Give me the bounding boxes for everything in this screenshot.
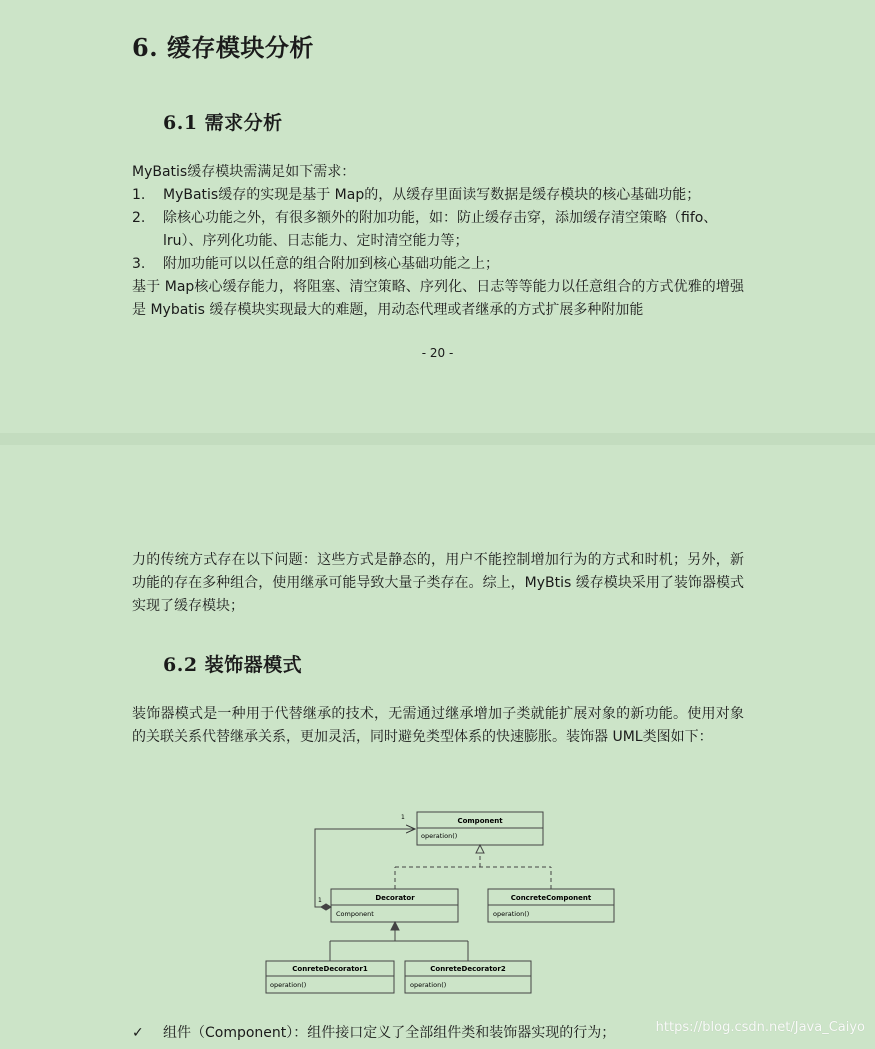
paragraph-problem-part1: 基于 Map核心缓存能力，将阻塞、清空策略、序列化、日志等等能力以任意组合的方式优雅的增强是 Mybatis 缓存模块实现最大的难题，用动态代理或者继承的方式扩展多种附加能 [132,279,744,318]
uml-class-name: Decorator [375,894,415,902]
requirements-intro: MyBatis缓存模块需满足如下需求： [132,164,356,180]
bullet-text: 组件（Component）：组件接口定义了全部组件类和装饰器实现的行为； [163,1025,616,1041]
chapter-title: 6. 缓存模块分析 [132,33,314,62]
uml-class-member: operation() [421,832,458,840]
problem-continuation-block [132,549,744,618]
list-text: 附加功能可以以任意的组合附加到核心基础功能之上； [163,256,499,272]
uml-inheritance-connector [330,922,468,961]
requirements-block [132,161,744,322]
watermark: https://blog.csdn.net/Java_Caiyo [655,1020,865,1035]
uml-class-name: ConreteDecorator1 [292,965,368,973]
list-text: 除核心功能之外，有很多额外的附加功能，如：防止缓存击穿，添加缓存清空策略（fifo、lru）、序列化功能、日志能力、定时清空能力等； [163,210,718,249]
uml-class-component [417,812,543,845]
uml-multiplicity: 1 [318,897,322,904]
uml-class-member: operation() [410,981,447,989]
list-number: 2. [132,210,146,226]
uml-multiplicity: 1 [401,814,405,821]
decorator-paragraph: 装饰器模式是一种用于代替继承的技术，无需通过继承增加子类就能扩展对象的新功能。使用对象的关联关系代替继承关系，更加灵活，同时避免类型体系的快速膨胀。装饰器 UML类图如下： [132,706,744,745]
list-item [132,253,744,276]
list-item [132,207,744,253]
decorator-intro-block [132,703,744,749]
bullet-item-component [132,1022,615,1045]
uml-class-member: operation() [270,981,307,989]
page-divider [0,433,875,445]
list-number: 3. [132,256,146,272]
uml-class-name: ConcreteComponent [510,894,592,902]
uml-class-concrete-decorator-2 [405,961,531,993]
list-item [132,184,744,207]
list-number: 1. [132,187,146,203]
paragraph-problem-part2: 力的传统方式存在以下问题：这些方式是静态的，用户不能控制增加行为的方式和时机；另外，新功能的存在多种组合，使用继承可能导致大量子类存在。综上，MyBtis 缓存模块采用了装饰器模式实现了缓存模块； [132,552,744,614]
checkmark-icon: ✓ [132,1025,144,1041]
requirements-list [132,184,744,276]
list-text: MyBatis缓存的实现是基于 Map的，从缓存里面读写数据是缓存模块的核心基础功能； [163,187,701,203]
uml-class-concrete-component [488,889,614,922]
uml-class-concrete-decorator-1 [266,961,394,993]
page-number: - 20 - [421,346,454,360]
uml-class-name: Component [457,817,503,825]
uml-class-name: ConreteDecorator2 [430,965,506,973]
uml-class-diagram [255,800,635,1000]
section-title-decorator: 6.2 装饰器模式 [163,654,303,676]
uml-class-member: operation() [493,910,530,918]
uml-realization-connector [395,845,551,889]
section-title-requirements: 6.1 需求分析 [163,112,283,134]
uml-class-decorator [331,889,458,922]
uml-class-member: Component [336,910,374,918]
